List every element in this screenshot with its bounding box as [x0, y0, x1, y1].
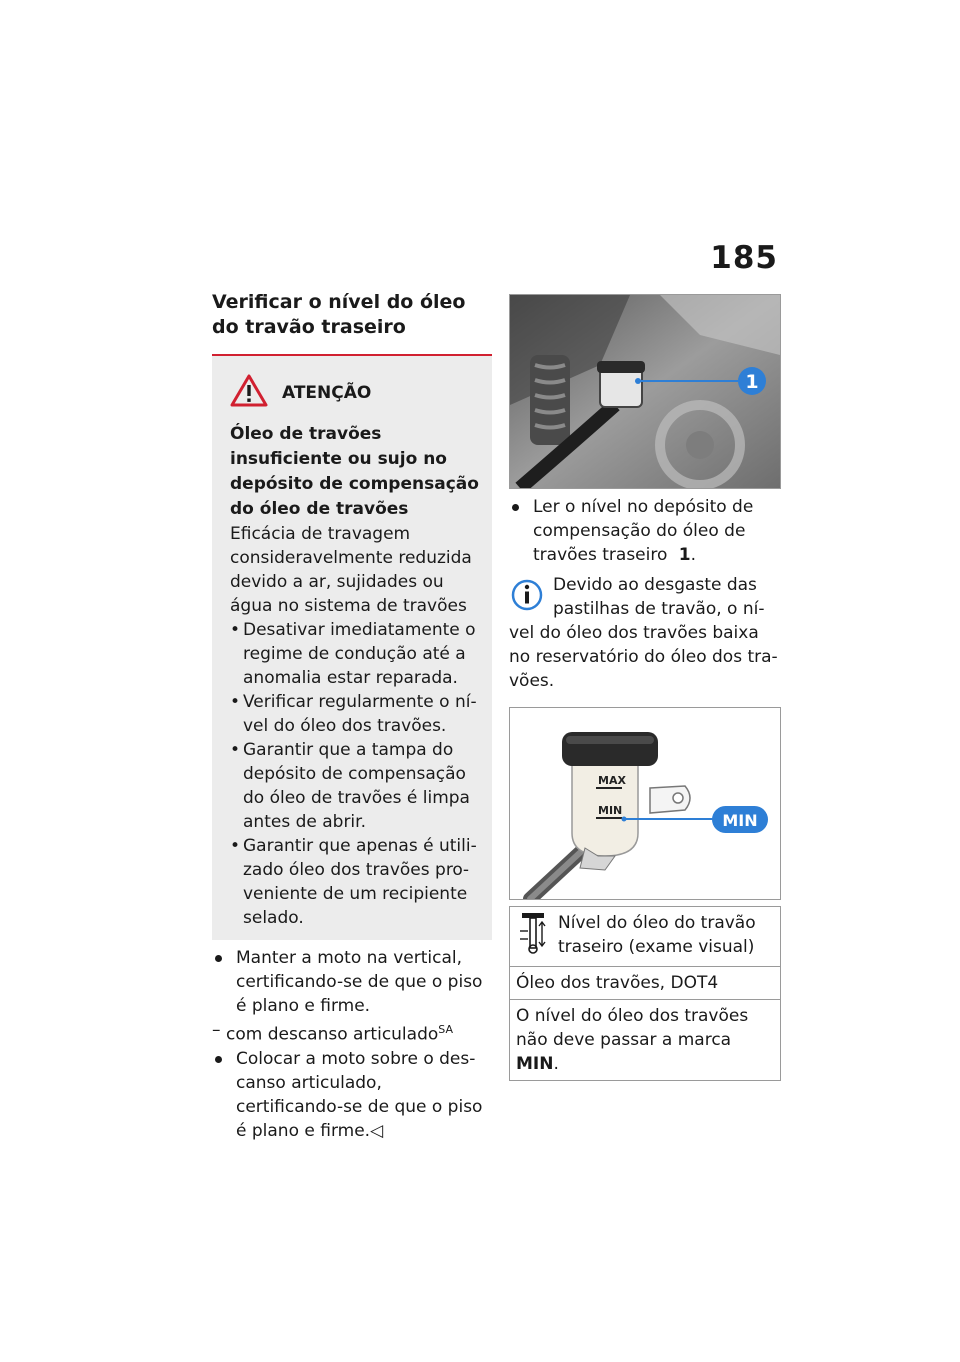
spec-table: [509, 906, 781, 1081]
warning-bullet: • Verificar regularmente o nível do óleo dos travões.: [230, 690, 482, 738]
spec-cell: [510, 907, 781, 967]
min-callout-label: MIN: [722, 811, 758, 830]
warning-triangle-icon: [230, 374, 268, 412]
page-number: 185: [710, 240, 778, 276]
ref-number: 1: [678, 545, 691, 565]
warning-label: ATENÇÃO: [282, 383, 372, 403]
step-list: [212, 1047, 492, 1143]
step-list: [509, 495, 781, 567]
callout-1-label: 1: [745, 371, 759, 393]
condition-line: [212, 1018, 492, 1047]
spec-row-rule: [510, 1000, 781, 1081]
spec-heading: Nível do óleo do travão traseiro (exame visual): [558, 913, 756, 957]
info-icon: [509, 573, 549, 621]
spec-cell: [510, 1000, 781, 1081]
spec-rule-text: O nível do óleo dos travões não deve passar a marca: [516, 1006, 749, 1050]
step-item: [509, 495, 781, 567]
warning-bullet: • Desativar imediatamente o regime de condução até a anomalia estar reparada.: [230, 618, 482, 690]
step-text: Ler o nível no depósito de compensação do óleo de travões traseiro: [533, 497, 754, 565]
step-item: Manter a moto na vertical, certificando-se de que o piso é plano e firme.: [212, 946, 492, 1018]
ref-end: .: [690, 545, 697, 565]
section-title: Verificar o nível do óleo do travão traseiro: [212, 290, 492, 356]
warning-subtitle: Óleo de travões insuficiente ou sujo no depósito de compensação do óleo de travões: [230, 424, 479, 519]
oil-gauge-icon: [516, 911, 558, 962]
left-column: [212, 290, 492, 1143]
spec-rule-bold: MIN: [516, 1054, 554, 1074]
end-marker: ◁: [370, 1120, 384, 1141]
info-note: [509, 573, 781, 693]
warning-bullets: [230, 618, 482, 930]
spec-rule-end: .: [553, 1054, 559, 1074]
warning-header: [230, 374, 482, 412]
sa-marker: SA: [438, 1023, 453, 1036]
spec-row-fluid: [510, 967, 781, 1000]
warning-text: Eficácia de travagem consideravelmente reduzida devido a ar, sujidades ou água no sistema de travões: [230, 524, 472, 616]
warning-bullet: • Garantir que a tampa do depósito de compensação do óleo de travões é limpa antes de abrir.: [230, 738, 482, 834]
step-text: Colocar a moto sobre o descanso articulado, certificando-se de que o piso é plano e firme.: [236, 1048, 483, 1141]
warning-bullet: • Garantir que apenas é utilizado óleo dos travões proveniente de um recipiente selado.: [230, 834, 482, 930]
condition-text: com descanso articulado: [226, 1024, 439, 1045]
note-text: Devido ao desgaste das pastilhas de travão, o nível do óleo dos travões baixa no reservatório do óleo dos travões.: [509, 575, 778, 691]
right-column: [509, 294, 781, 1081]
spec-row-heading: [510, 907, 781, 967]
min-mark: MIN: [598, 804, 623, 817]
warning-box: [212, 356, 492, 940]
max-mark: MAX: [598, 774, 626, 787]
step-list: [212, 946, 492, 1018]
spec-fluid: Óleo dos travões, DOT4: [510, 967, 781, 1000]
step-item: [212, 1047, 492, 1143]
reservoir-illustration: [509, 707, 781, 900]
brake-reservoir-photo: [509, 294, 781, 489]
